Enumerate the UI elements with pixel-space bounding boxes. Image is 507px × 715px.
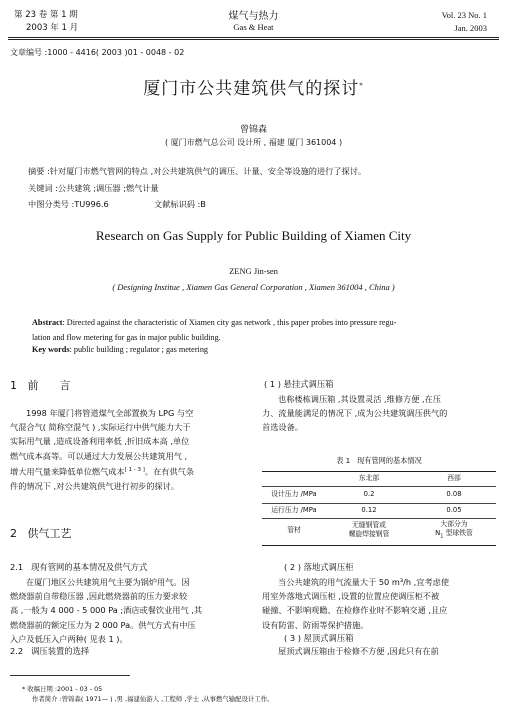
cell-line: 无缝钢管或 [352,521,386,530]
table-header-east: 东北部 [326,472,412,486]
header-journal-en: Gas & Heat [233,22,274,32]
abstract-cn: 摘要 :针对厦门市燃气管网的特点 ,对公共建筑供气的调压、计量、安全等设施的进行了探讨。 [28,166,367,176]
table-cell: 0.08 [412,486,496,503]
table-cell [262,472,326,486]
table-cell: 0.05 [412,503,496,518]
item2-line: 用室外落地式调压柜 ,设置的位置应使调压柜不被 [262,591,440,602]
table-row [262,503,496,518]
citation: [ 1 - 3 ] [124,466,145,473]
table-cell [412,518,496,542]
header-rule [8,37,499,38]
cell-line: 螺旋焊接钢管 [348,530,390,539]
item2-line: 设有防雷、防雨等保护措施。 [262,619,369,630]
section-2-2-heading: 2.2 调压装置的选择 [10,646,90,656]
footnote-rule [10,675,130,676]
cell-subscript: 1 [440,532,444,539]
item2-line: 当公共建筑的用气流量大于 50 m³/h ,宜考虑使 [278,577,450,587]
item2-line: 碰撞、不影响观瞻、在检修作业时不影响交通 ,且应 [262,605,448,616]
affiliation-cn: ( 厦门市燃气总公司 设计所 , 福建 厦门 361004 ) [164,138,343,147]
cell-line: 大部分为 [440,519,468,528]
sec1-line: 实际用气量 ,造成设备利用率低 ,折旧成本高 ,单位 [10,436,190,447]
section-2-1-heading: 2.1 现有管网的基本情况及供气方式 [10,562,148,572]
sec21-line: 入户及低压入户两种( 见表 1 )。 [10,633,128,644]
section-2-1-paragraph [10,575,242,646]
footnote-author: 作者简介 :曾锦森( 1971— ) ,男 ,福建仙游人 ,工程师 ,学士 ,从事燃气输配设计工作。 [32,695,274,703]
article-number: 文章编号 :1000 - 4416( 2003 )01 - 0048 - 02 [10,48,185,57]
table-row [262,486,496,503]
table-header-west: 西部 [412,472,496,486]
keywords-en-label: Key words [32,345,70,354]
header-rule-lower [8,39,499,40]
item-3-line: 屋顶式调压箱由于检修不方便 ,因此只有在前 [278,646,439,656]
sec1-line-text: 增大用气量来降低单位燃气成本 [10,466,125,477]
header-volume-en: Vol. 23 No. 1 [441,10,487,20]
sec21-line: 高 ,一般为 4 000 - 5 000 Pa ;酒店或餐饮业用气 ,其 [10,605,203,616]
author-cn: 曾锦森 [239,125,267,135]
table-cell [326,518,412,542]
abstract-en-line2: lation and flow metering for gas in major public building. [32,332,221,342]
sec1-line: 1998 年厦门将管道煤气全部置换为 LPG 与空 [26,408,194,418]
item1-line: 首选设备。 [262,422,303,433]
table-cell: 0.2 [326,486,412,503]
cell-line: 型球铁管 [443,528,473,537]
item-1-heading: ( 1 ) 悬挂式调压箱 [264,379,334,389]
item-2-heading: ( 2 ) 落地式调压柜 [284,562,354,572]
table-row-label: 管材 [287,525,301,534]
table-bottom-rule [262,545,496,546]
sec21-line: 燃烧器前的额定压力为 2 000 Pa。供气方式有中压 [10,619,196,630]
sec21-line: 燃烧器前自带稳压器 ,因此燃烧器前的压力要求较 [10,591,188,602]
table-row-label: 设计压力 /MPa [262,486,326,503]
sec1-line: 燃气成本高等。可以通过大力发展公共建筑用气 , [10,450,188,461]
item-3-heading: ( 3 ) 屋顶式调压箱 [284,633,354,643]
table-row-label: 运行压力 /MPa [262,503,326,518]
pipe-network-table [262,472,496,542]
section-2-heading: 2 供气工艺 [10,527,72,540]
item-1-paragraph [262,392,496,435]
keywords-en [32,345,208,354]
header-volume-cn: 第 23 卷 第 1 期 [14,10,78,20]
cell-line: N [435,528,441,537]
item1-line: 力、流量能满足的情况下 ,成为公共建筑调压供气的 [262,408,448,419]
sec1-line: 件的情况下 ,对公共建筑供气进行初步的探讨。 [10,480,179,491]
sec21-line: 在厦门地区公共建筑用气主要为锅炉用气。因 [26,577,190,587]
clc-number: 中图分类号 :TU996.6 [28,199,109,209]
title-cn [0,74,507,99]
title-cn-text: 厦门市公共建筑供气的探讨 [143,79,360,99]
sec1-line-text: 。在有供气条 [144,466,195,477]
header-date-en: Jan. 2003 [454,23,487,33]
keywords-cn: 关键词 :公共建筑 ;调压器 ;燃气计量 [28,183,159,193]
sec1-line: 气混合气( 简称空混气 ) ,实际运行中供气能力大于 [10,422,191,433]
title-footnote-mark: * [359,81,364,90]
item-2-paragraph [262,575,496,632]
item1-line: 也称楼栋调压箱 ,其设置灵活 ,维修方便 ,在压 [278,394,441,404]
header-date-cn: 2003 年 1 月 [26,23,79,33]
abstract-en-label: Abstract [32,318,63,327]
author-en: ZENG Jin-sen [229,266,278,276]
document-code: 文献标识码 :B [154,199,206,209]
section-1-heading: 1 前 言 [10,379,71,392]
sec1-line [10,463,242,479]
header-journal-cn: 煤气与热力 [228,11,279,22]
table-row [262,518,496,542]
keywords-en-text: : public building ; regulator ; gas metering [69,345,209,354]
table-caption: 表 1 现有管网的基本情况 [336,456,422,465]
section-1-paragraph [10,406,242,493]
affiliation-en: ( Designing Institue , Xiamen Gas General Corporation , Xiamen 361004 , China ) [112,282,395,292]
table-header-row [262,472,496,486]
title-en: Research on Gas Supply for Public Building of Xiamen City [95,228,412,243]
table-cell: 0.12 [326,503,412,518]
abstract-en [32,316,482,345]
footnote-received: * 收稿日期 :2001 - 03 - 05 [22,685,103,693]
abstract-en-line1: : Directed against the characteristic of Xiamen city gas network , this paper probes into pressure regu- [62,318,397,327]
